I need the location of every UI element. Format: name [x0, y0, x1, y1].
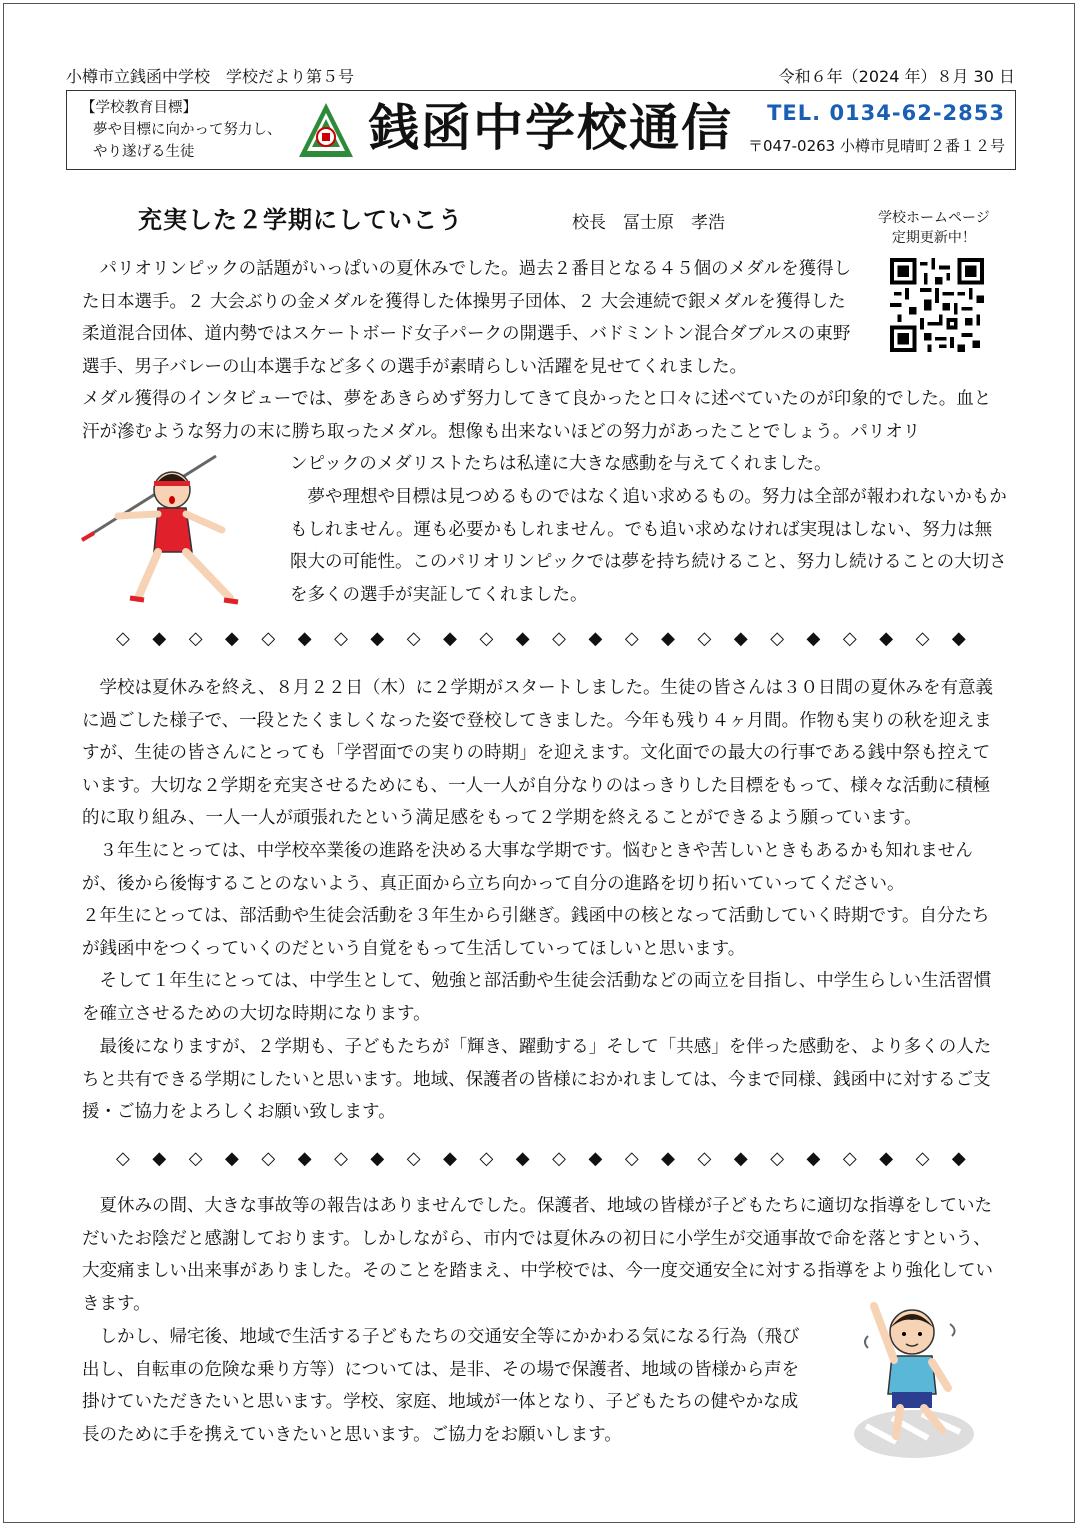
paragraph-first-year: そして１年生にとっては、中学生として、勉強と部活動や生徒会活動などの両立を目指し、中学生らしい生活習慣を確立させるための大切な時期になります。 [82, 971, 992, 1024]
divider-glyph: ◆ [733, 628, 748, 649]
divider-glyph: ◇ [334, 1148, 348, 1169]
goal-line-1: 夢や目標に向かって努力し、 [93, 122, 282, 138]
divider-glyph: ◆ [370, 628, 385, 649]
divider-glyph: ◇ [915, 628, 930, 649]
paragraph-olympics-interview: メダル獲得のインタビューでは、夢をあきらめず努力してきて良かったと口々に述べていたのが印象的でした。血と汗が滲むような努力の末に勝ち取ったメダル。想像も出来ないほどの努力があったことでしょう。パリオリ [82, 389, 992, 442]
divider-glyph: ◆ [225, 628, 239, 649]
divider-glyph: ◇ [479, 628, 494, 649]
divider-glyph: ◇ [406, 1148, 421, 1169]
school-phone: TEL. 0134-62-2853 [767, 101, 1005, 125]
paragraph-third-year: ３年生にとっては、中学校卒業後の進路を決める大事な学期です。悩むときや苦しいときもあるかも知れませんが、後から後悔することのないよう、真正面から立ち向かって自分の進路を切り拓いていってください。 [82, 841, 973, 894]
divider-glyph: ◇ [624, 1148, 639, 1169]
issue-date: 令和６年（2024 年）８月 30 日 [778, 67, 1015, 86]
divider-glyph: ◇ [697, 628, 712, 649]
article-title: 充実した２学期にしていこう [138, 206, 463, 234]
divider-glyph: ◇ [842, 1148, 857, 1169]
divider-glyph: ◇ [915, 1148, 930, 1169]
paragraph-second-year: ２年生にとっては、部活動や生徒会活動を３年生から引継ぎ。銭函中の核となって活動していく時期です。自分たちが銭函中をつくっていくのだという自覚をもって生活していってほしいと思います。 [82, 906, 990, 959]
paragraph-closing: 最後になりますが、２学期も、子どもたちが「輝き、躍動する」そして「共感」を伴った感動を、より多くの人たちと共有できる学期にしたいと思います。地域、保護者の皆様におかれましては、今まで同様、銭函中に対するご支援・ご協力をよろしくお願い致します。 [82, 1037, 992, 1122]
paragraph-traffic-safety: しかし、帰宅後、地域で生活する子どもたちの交通安全等にかかわる気になる行為（飛び出し、自転車の危険な乗り方等）については、是非、その場で保護者、地域の皆様から声を掛けていただきたいと思います。学校、家庭、地域が一体となり、子どもたちの健やかな成長のために手を携えていきたいと思います。ご協力をお願いします。 [82, 1327, 800, 1445]
paragraph-dreams: 夢や理想や目標は見つめるものではなく追い求めるもの。努力は全部が報われないかもかもしれません。運も必要かもしれません。でも追い求めなければ実現はしない、努力は無限大の可能性。このパリオリンピックでは夢を持ち続けること、努力し続けることの大切さを多くの選手が実証してくれました。 [290, 487, 1007, 605]
homepage-line-1: 学校ホームページ [878, 210, 990, 226]
divider-glyph: ◇ [334, 628, 348, 649]
divider-glyph: ◆ [879, 628, 894, 649]
divider-glyph: ◆ [152, 628, 167, 649]
school-address: 〒047-0263 小樽市見晴町２番１２号 [748, 137, 1005, 155]
divider-glyph: ◇ [188, 1148, 203, 1169]
divider-glyph: ◆ [515, 628, 530, 649]
divider-glyph: ◇ [116, 1148, 130, 1169]
school-issue: 小樽市立銭函中学校 学校だより第５号 [66, 67, 355, 86]
divider-glyph: ◆ [225, 1148, 239, 1169]
goal-line-2: やり遂げる生徒 [93, 144, 195, 160]
masthead [66, 90, 1016, 170]
divider-glyph: ◇ [770, 628, 785, 649]
divider-glyph: ◆ [370, 1148, 385, 1169]
divider-glyph: ◆ [297, 628, 312, 649]
qr-code[interactable] [890, 258, 984, 352]
paragraph-olympics-intro: パリオリンピックの話題がいっぱいの夏休みでした。過去２番目となる４５個のメダルを獲得した日本選手。２ 大会ぶりの金メダルを獲得した体操男子団体、２ 大会連続で銀メダルを獲得した柔道混合団体、道内勢ではスケートボード女子パークの開選手、バドミントン混合ダブルスの東野選手、男子バレーの山本選手など多くの選手が素晴らしい活躍を見せてくれました。 [82, 259, 852, 377]
paragraph-second-term: 学校は夏休みを終え、８月２２日（木）に２学期がスタートしました。生徒の皆さんは３０日間の夏休みを有意義に過ごした様子で、一段とたくましくなった姿で登校してきました。今年も残り４ヶ月間。作物も実りの秋を迎えますが、生徒の皆さんにとっても「学習面での実りの時期」を迎えます。文化面での最大の行事である銭中祭も控えています。大切な２学期を充実させるためにも、一人一人が自分なりのはっきりした目標をもって、様々な活動に積極的に取り組み、一人一人が頑張れたという満足感をもって２学期を終えることができるよう願っています。 [82, 678, 994, 828]
divider-glyph: ◇ [116, 628, 130, 649]
newsletter-title: 銭函中学校通信 [369, 99, 733, 157]
divider-glyph: ◆ [661, 628, 675, 649]
divider-glyph: ◆ [733, 1148, 748, 1169]
homepage-line-2: 定期更新中！ [891, 230, 976, 246]
section-divider-2 [116, 1148, 966, 1169]
divider-glyph: ◆ [879, 1148, 894, 1169]
divider-glyph: ◇ [261, 628, 276, 649]
school-emblem-icon [295, 101, 357, 161]
article-author: 校長 冨士原 孝浩 [572, 213, 725, 233]
divider-glyph: ◇ [261, 1148, 276, 1169]
divider-glyph: ◆ [661, 1148, 675, 1169]
divider-glyph: ◇ [188, 628, 203, 649]
divider-glyph: ◆ [515, 1148, 530, 1169]
divider-glyph: ◆ [588, 628, 603, 649]
crossing-boy-illustration [852, 1296, 980, 1462]
divider-glyph: ◆ [297, 1148, 312, 1169]
divider-glyph: ◇ [624, 628, 639, 649]
divider-glyph: ◆ [443, 1148, 457, 1169]
divider-glyph: ◆ [443, 628, 457, 649]
javelin-athlete-illustration [74, 448, 258, 614]
paragraph-summer-safety: 夏休みの間、大きな事故等の報告はありませんでした。保護者、地域の皆様が子どもたちに適切な指導をしていただいたお陰だと感謝しております。しかしながら、市内では夏休みの初日に小学生が交通事故で命を落とすという、大変痛ましい出来事がありました。そのことを踏まえ、中学校では、今一度交通安全に対する指導をより強化していきます。 [82, 1196, 994, 1314]
section-divider-1 [116, 628, 966, 649]
divider-glyph: ◆ [588, 1148, 603, 1169]
homepage-notice [878, 208, 990, 248]
divider-glyph: ◇ [770, 1148, 785, 1169]
divider-glyph: ◇ [552, 1148, 566, 1169]
divider-glyph: ◇ [842, 628, 857, 649]
divider-glyph: ◆ [806, 628, 821, 649]
goal-label: 【学校教育目標】 [81, 100, 197, 116]
divider-glyph: ◇ [697, 1148, 712, 1169]
divider-glyph: ◇ [479, 1148, 494, 1169]
divider-glyph: ◆ [951, 628, 966, 649]
divider-glyph: ◆ [152, 1148, 167, 1169]
paragraph-olympics-impression: ンピックのメダリストたちは私達に大きな感動を与えてくれました。 [290, 454, 832, 474]
divider-glyph: ◆ [951, 1148, 966, 1169]
divider-glyph: ◇ [552, 628, 566, 649]
school-goal [81, 97, 282, 163]
divider-glyph: ◆ [806, 1148, 821, 1169]
divider-glyph: ◇ [406, 628, 421, 649]
